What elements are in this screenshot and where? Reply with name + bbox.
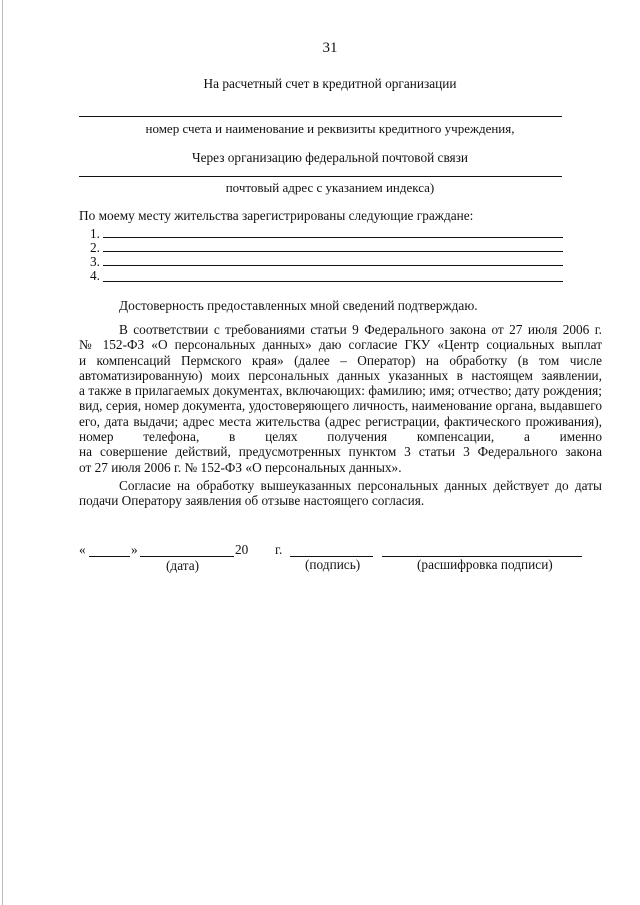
resident-line-4[interactable] xyxy=(103,281,563,282)
date-year-prefix: 20 xyxy=(235,542,249,557)
residents-intro: По моему месту жительства зарегистрированы следующие граждане: xyxy=(79,208,474,223)
consent-line: вид, серия, номер документа, удостоверяющего личность, наименование органа, выдавшего xyxy=(79,398,602,414)
post-heading: Через организацию федеральной почтовой связи xyxy=(191,150,469,165)
scan-edge xyxy=(2,0,3,905)
sign-label: (подпись) xyxy=(305,557,361,572)
post-caption: почтовый адрес с указанием индекса) xyxy=(225,180,435,195)
resident-number-1: 1. xyxy=(90,226,100,241)
resident-line-2[interactable] xyxy=(103,251,563,252)
consent-line: а также в прилагаемых документах, включающих: фамилию; имя; отчество; дату рождения; xyxy=(79,383,602,399)
date-label: (дата) xyxy=(166,558,200,573)
resident-number-4: 4. xyxy=(90,268,100,283)
date-close-quote: » xyxy=(131,542,138,557)
validity-paragraph xyxy=(79,478,602,509)
resident-line-3[interactable] xyxy=(103,265,563,266)
confirm-text: Достоверность предоставленных мной сведений подтверждаю. xyxy=(119,298,478,313)
validity-line: подачи Оператору заявления об отзыве настоящего согласия. xyxy=(79,493,425,509)
consent-line: № 152-ФЗ «О персональных данных» даю согласие ГКУ «Центр социальных выплат xyxy=(79,337,602,353)
bank-caption: номер счета и наименование и реквизиты кредитного учреждения, xyxy=(145,121,515,136)
resident-line-1[interactable] xyxy=(103,237,563,238)
consent-line: автоматизированную) моих персональных данных указанных в настоящем заявлении, xyxy=(79,367,602,383)
date-open-quote: « xyxy=(79,542,86,557)
consent-line: и компенсаций Пермского края» (далее – Оператор) на обработку (в том числе xyxy=(79,352,602,368)
decode-label: (расшифровка подписи) xyxy=(417,557,553,572)
consent-line: номер телефона, в целях получения компенсации, а именно xyxy=(79,429,602,445)
validity-line: Согласие на обработку вышеуказанных персональных данных действует до даты xyxy=(119,478,602,493)
date-month-field[interactable] xyxy=(140,556,234,557)
page-number: 31 xyxy=(322,40,338,56)
resident-number-3: 3. xyxy=(90,254,100,269)
consent-line: В соответствии с требованиями статьи 9 Федерального закона от 27 июля 2006 г. xyxy=(119,322,602,337)
consent-paragraph xyxy=(79,322,602,475)
consent-line: от 27 июля 2006 г. № 152-ФЗ «О персональных данных». xyxy=(79,459,402,475)
resident-number-2: 2. xyxy=(90,240,100,255)
consent-line: его, дата выдачи; адрес места жительства (адрес регистрации, фактического проживания), xyxy=(79,413,602,429)
date-day-field[interactable] xyxy=(89,556,130,557)
bank-heading: На расчетный счет в кредитной организации xyxy=(203,76,457,91)
consent-line: на совершение действий, предусмотренных пунктом 3 статьи 3 Федерального закона xyxy=(79,444,602,460)
date-year-suffix: г. xyxy=(275,542,283,557)
post-address-line[interactable] xyxy=(79,176,562,177)
bank-account-line[interactable] xyxy=(79,116,562,117)
